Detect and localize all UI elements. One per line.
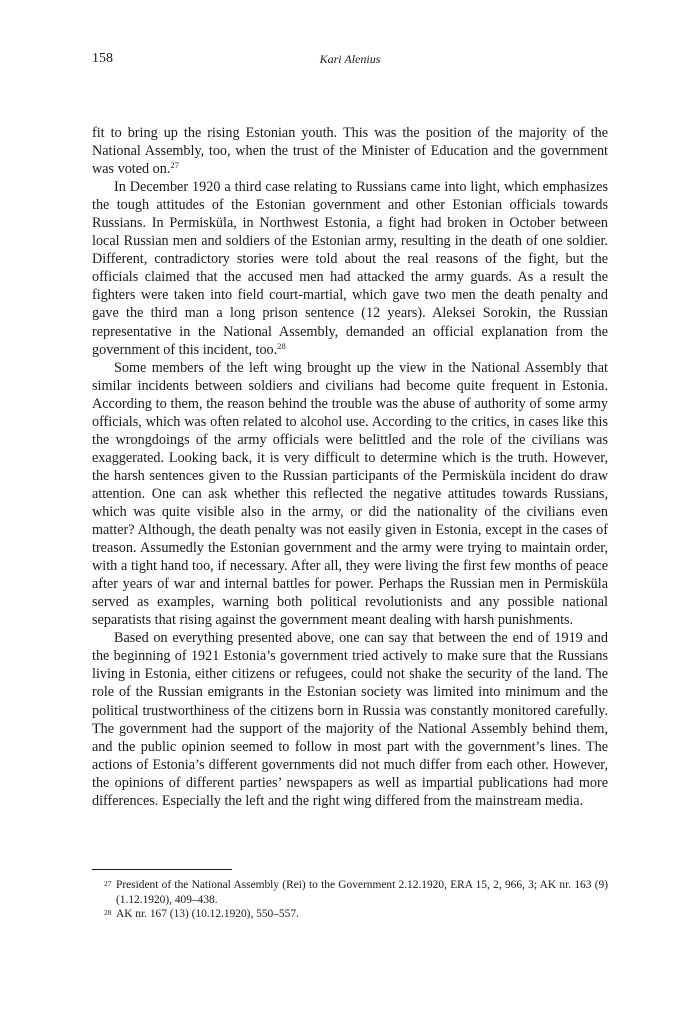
paragraph-3: [92, 359, 608, 630]
footnote-reference[interactable]: 28: [277, 340, 286, 351]
footnote-mark: 27: [104, 879, 112, 888]
footnotes: [92, 878, 608, 922]
paragraph-4: [92, 629, 608, 809]
footnote-mark: 28: [104, 908, 112, 917]
paragraph-text: fit to bring up the rising Estonian youth. This was the position of the majority of the National Assembly, too, when the trust of the Minister of Education and the government was voted on.: [92, 125, 608, 178]
paragraph-text: In December 1920 a third case relating to Russians came into light, which emphasizes the tough attitudes of the Estonian government and other Estonian officials towards Russians. In Permisküla, in Northwest Estonia, a fight had broken in October between local Russian men and soldiers of the Estonian army, resulting in the death of one soldier. Different, contradictory stories were told about the real reasons of the fight, but the officials claimed that the accused men had attacked the army guards. As a result the fighters were taken into field court-martial, which gave two men the death penalty and gave the third man a long prison sentence (12 years). Aleksei Sorokin, the Russian representative in the National Assembly, demanded an official explanation from the government of this incident, too.: [92, 179, 608, 358]
footnote-divider: [92, 869, 232, 870]
page-header: [92, 50, 608, 70]
footnote-item: [92, 907, 608, 922]
body-text: [92, 124, 608, 810]
footnote-text: AK nr. 167 (13) (10.12.1920), 550–557.: [116, 908, 299, 920]
page-number: 158: [92, 51, 113, 66]
paragraph-1: [92, 124, 608, 178]
footnote-reference[interactable]: 27: [170, 160, 179, 171]
footnote-text: President of the National Assembly (Rei) to the Government 2.12.1920, ERA 15, 2, 966, 3; AK nr. 163 (9) (1.12.1920), 409–438.: [116, 879, 608, 906]
paragraph-text: Based on everything presented above, one can say that between the end of 1919 and the beginning of 1921 Estonia’s government tried actively to make sure that the Russians living in Estonia, either citizens or refugees, could not shake the security of the land. The role of the Russian emigrants in the Estonian society was limited into minimum and the political trustworthiness of the citizens born in Russia was constantly monitored carefully. The government had the support of the majority of the National Assembly behind them, and the public opinion seemed to follow in most part with the government’s lines. The actions of Estonia’s different governments did not much differ from each other. However, the opinions of different parties’ newspapers as well as impartial publications had more differences. Especially the left and the right wing differed from the mainstream media.: [92, 630, 608, 809]
paragraph-text: Some members of the left wing brought up the view in the National Assembly that similar incidents between soldiers and civilians had become quite frequent in Estonia. According to them, the reason behind the trouble was the abuse of authority of some army officials, which was often related to alcohol use. According to the critics, in cases like this the wrongdoings of the army officials were belittled and the role of the civilians was exaggerated. Looking back, it is very difficult to determine which is the truth. However, the harsh sentences given to the Russian participants of the Permisküla incident do draw attention. One can ask whether this reflected the negative attitudes towards Russians, which was quite visible also in the army, or did the nationality of the civilians even matter? Although, the death penalty was not easily given in Estonia, except in the cases of treason. Assumedly the Estonian government and the army were trying to maintain order, with a tight hand too, if necessary. After all, they were living the first few months of peace after years of war and internal battles for power. Perhaps the Russian men in Permisküla served as examples, warning both political revolutionists and any possible national separatists that rising against the government meant dealing with harsh punishments.: [92, 359, 608, 629]
running-head: Kari Alenius: [319, 52, 381, 66]
paragraph-2: [92, 178, 608, 358]
footnote-item: [92, 878, 608, 907]
